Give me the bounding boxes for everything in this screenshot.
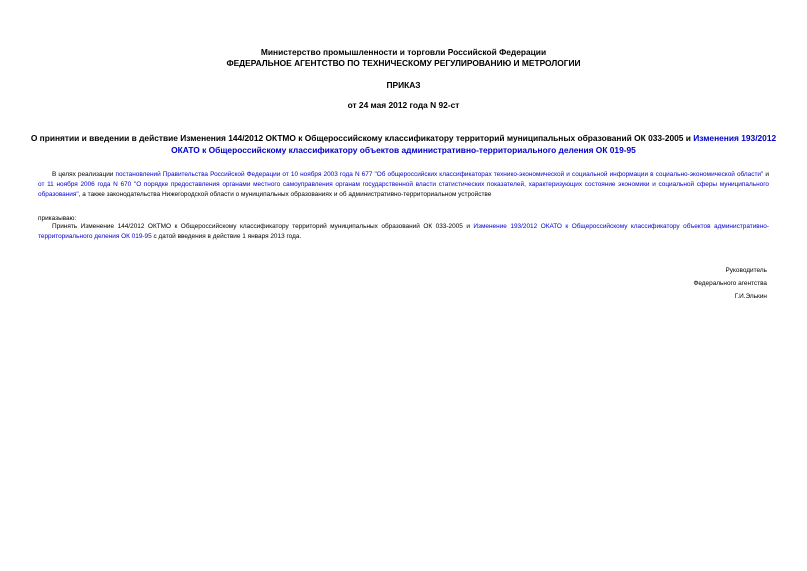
order-date: от 24 мая 2012 года N 92-ст xyxy=(347,100,460,110)
okato-change-link[interactable]: Изменение 193/2012 ОКАТО к Общероссийскому классификатору объектов административно-территориального деления ОК 019-95 xyxy=(38,223,769,240)
subject-link[interactable]: Изменения 193/2012 ОКАТО к Общероссийскому классификатору объектов административно-территориального деления ОК 019-95 xyxy=(171,133,777,155)
preamble-text-start: В целях реализации xyxy=(52,171,116,178)
resolution-677-link[interactable]: постановлений Правительства Российской Федерации от 10 ноября 2003 года N 677 "Об общероссийских классификаторах технико-экономической и социальной информации в социально-экономической области" xyxy=(115,171,764,178)
agency-name: ФЕДЕРАЛЬНОЕ АГЕНТСТВО ПО ТЕХНИЧЕСКОМУ РЕГУЛИРОВАНИЮ И МЕТРОЛОГИИ xyxy=(226,58,581,68)
order-clause xyxy=(38,222,769,242)
order-subject xyxy=(30,132,777,156)
order-word: приказываю: xyxy=(38,215,77,222)
preamble-text-and: и xyxy=(763,171,769,178)
clause-text-end: с датой введения в действие 1 января 2013 года. xyxy=(151,233,302,240)
signer-title: Руководитель xyxy=(725,267,767,274)
preamble-text-end: , а также законодательства Нижегородской области о муниципальных образованиях и об административно-территориальном устройстве xyxy=(78,191,492,198)
signature-block xyxy=(693,264,767,303)
signer-name: Г.И.Элькин xyxy=(734,293,767,300)
order-title: ПРИКАЗ xyxy=(386,80,421,90)
ministry-name: Министерство промышленности и торговли Российской Федерации xyxy=(260,47,547,57)
resolution-670-link[interactable]: от 11 ноября 2006 года N 670 "О порядке предоставления органами местного самоуправления органам государственной власти статистических показателей, характеризующих состояние экономики и социальной сферы муниципального образования" xyxy=(38,181,769,198)
preamble-paragraph xyxy=(38,170,769,200)
document-header xyxy=(40,47,767,69)
signer-agency: Федерального агентства xyxy=(693,280,767,287)
clause-text-start: Принять Изменение 144/2012 ОКТМО к Общероссийскому классификатору территорий муниципальных образований ОК 033-2005 и xyxy=(52,223,474,230)
subject-text: О принятии и введении в действие Изменения 144/2012 ОКТМО к Общероссийскому классификатору территорий муниципальных образований ОК 033-2005 и xyxy=(30,133,694,143)
